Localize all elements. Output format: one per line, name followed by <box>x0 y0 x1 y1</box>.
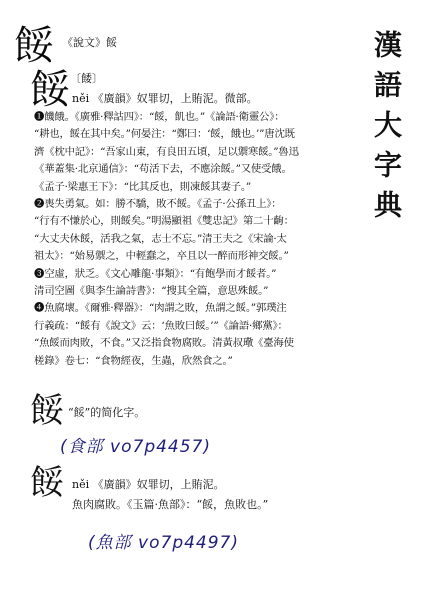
definition-line: 《孟子·梁惠王下》：“比其反也，則凍餒其妻子。” <box>34 180 251 193</box>
variant-note: 《說文》餒 <box>62 36 117 49</box>
dictionary-title: 漢語大字典 <box>370 30 403 230</box>
definition-line: 槎錄》卷七：“食物經夜，生蟲，欣然食之。” <box>34 354 233 367</box>
second-character: 餒 <box>30 463 64 503</box>
handwritten-note: (魚部 vo7p4497) <box>88 533 240 553</box>
definition-line: 祖太》：“始易禦之，中輕蠢之，卒且以一醉而形神交餒。” <box>34 250 289 263</box>
definition-line: “行有不慊於心，則餒矣。”明湯顯祖《雙忠記》第二十齣： <box>34 215 294 228</box>
simplified-definition: “餒”的简化字。 <box>68 406 146 419</box>
definition-line: “魚餒而肉敗，不食。”又泛指食物腐敗。清黃叔璥《臺海使 <box>34 337 294 350</box>
definition-line: ❶饑餓。《廣雅·釋詁四》：“餒，飢也。”《論語·衛靈公》： <box>34 111 285 123</box>
head-character: 餒 <box>14 23 54 69</box>
definition-line: ❷喪失勇氣。如：勝不驕，敗不餒。《孟子·公孫丑上》： <box>34 198 282 211</box>
pinyin-line: něi 《廣韻》奴罪切，上賄泥。微部。 <box>72 92 258 105</box>
definition-line: 《華蓋集·北京通信》：“苟活下去，不應涂餒。”又使受餓。 <box>34 163 292 176</box>
definition-line: 濟《枕中記》：“吾家山東，有良田五頃，足以禦寒餒。”魯迅 <box>34 145 299 158</box>
definition-line: 清司空圖《與李生論詩書》：“搜其全篇，意思殊餒。” <box>34 285 269 298</box>
definition-line: ❹魚腐壞。《爾雅·釋器》：“肉謂之敗，魚謂之餒。”郭璞注 <box>34 302 287 315</box>
handwritten-note: (食部 vo7p4457) <box>60 437 212 457</box>
second-definition: 魚肉腐敗。《玉篇·魚部》：“餒，魚敗也。” <box>72 498 269 511</box>
definition-block <box>34 109 299 370</box>
definition-line: “大丈夫休餒，活我之氣，志士不忘。”清王夫之《宋論·太 <box>34 232 287 245</box>
definition-line: “耕也，餒在其中矣。”何晏注：“鄭曰：‘餒，餓也。’”唐沈既 <box>34 128 295 141</box>
main-character: 餒 <box>30 67 70 113</box>
second-pinyin-line: něi 《廣韻》奴罪切，上賄泥。 <box>72 478 225 491</box>
seal-label: 〔餧〕 <box>70 72 103 85</box>
definition-line: ❸空虛，狀乏。《文心雕龍·事類》：“有飽學而才餒者。” <box>34 267 277 280</box>
definition-line: 行義疏：“餒有《說文》云：‘魚敗曰餒。’”《論語·鄉黨》： <box>34 319 288 332</box>
simplified-character: 餒 <box>30 391 64 431</box>
